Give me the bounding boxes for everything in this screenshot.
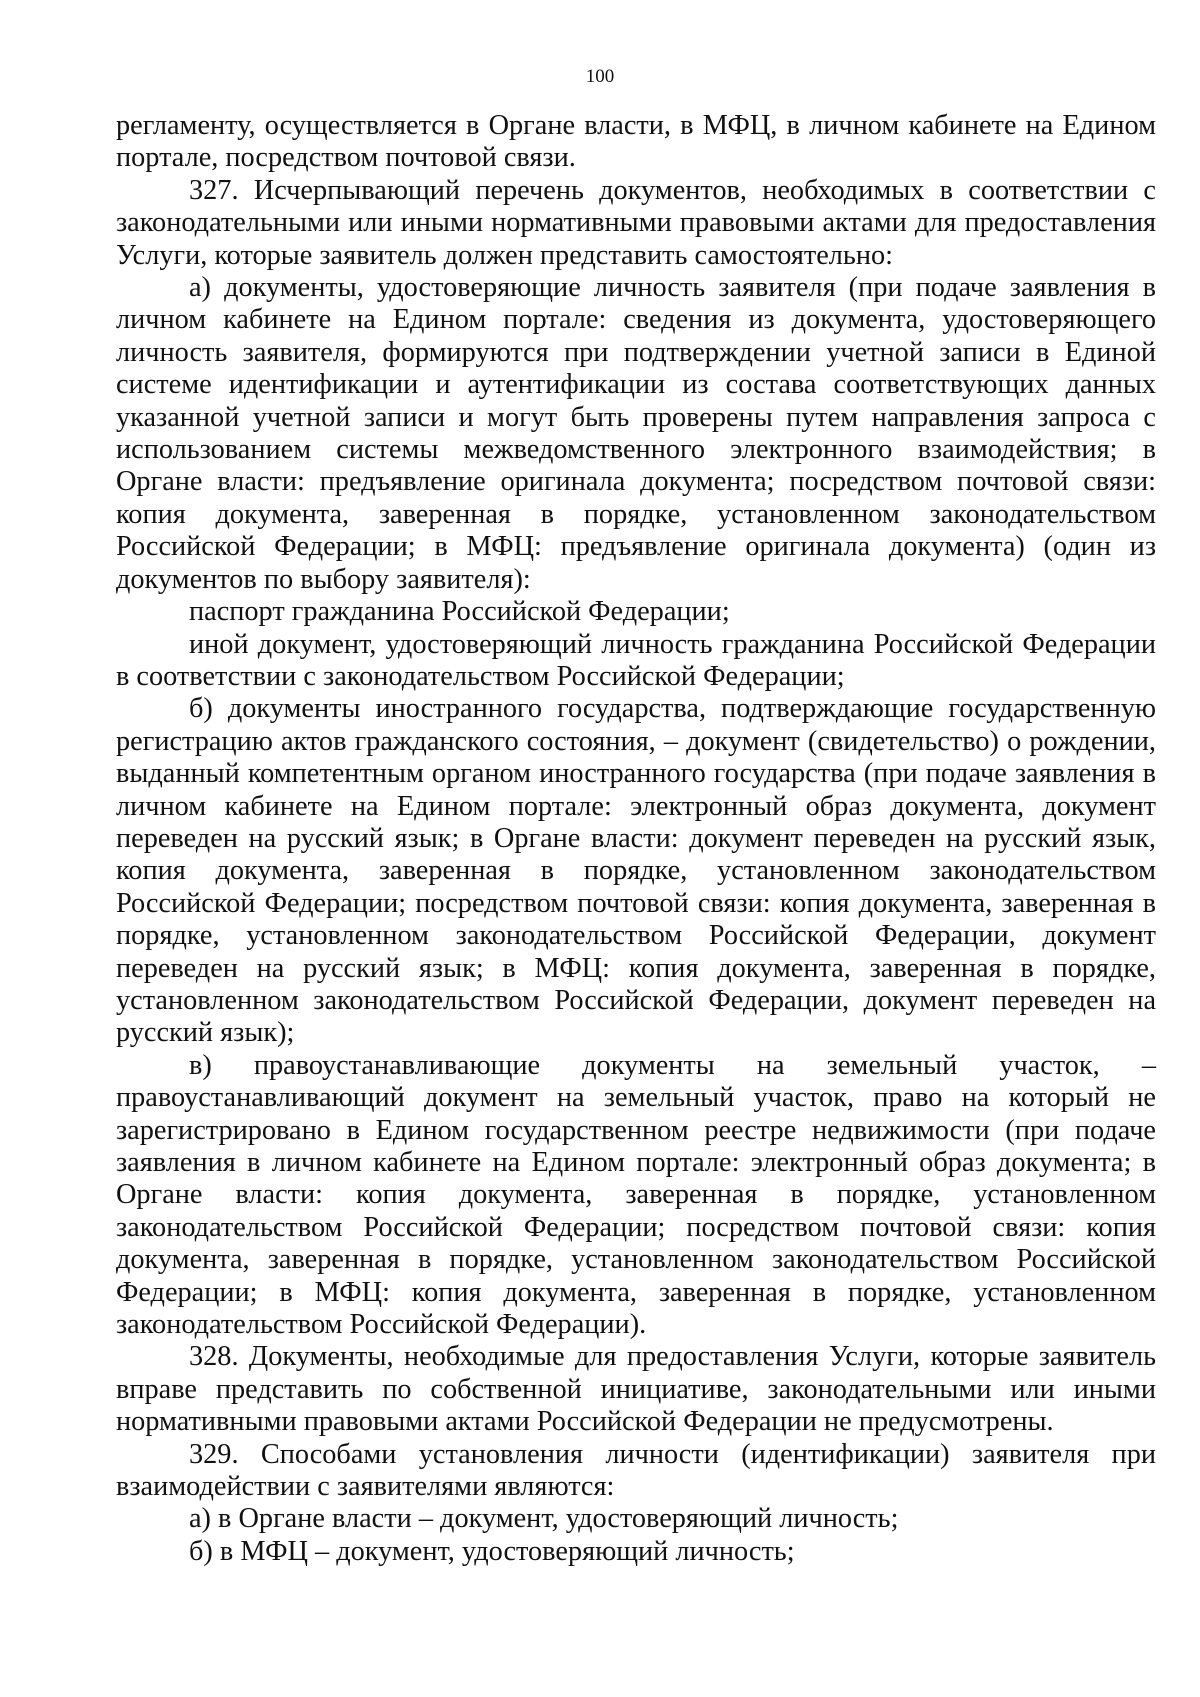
paragraph-327: 327. Исчерпывающий перечень документов, необходимых в соответствии с законодательными или иными нормативными правовыми актами для предоставления Услуги, которые заявитель должен представить самостоятельно: — [116, 174, 1156, 271]
paragraph-327-v: в) правоустанавливающие документы на земельный участок, – правоустанавливающий документ на земельный участок, право на который не зарегистрировано в Едином государственном реестре недвижимости (при подаче заявления в личном кабинете на Едином портале: электронный образ документа; в Органе власти: копия документа, заверенная в порядке, установленном законодательством Российской Федерации; посредством почтовой связи: копия документа, заверенная в порядке, установленном законодательством Российской Федерации; в МФЦ: копия документа, заверенная в порядке, установленном законодательством Российской Федерации). — [116, 1049, 1156, 1341]
paragraph-327-a: а) документы, удостоверяющие личность заявителя (при подаче заявления в личном кабинете на Едином портале: сведения из документа, удостоверяющего личность заявителя, формируются при подтверждении учетной записи в Единой системе идентификации и аутентификации из состава соответствующих данных указанной учетной записи и могут быть проверены путем направления запроса с использованием системы межведомственного электронного взаимодействия; в Органе власти: предъявление оригинала документа; посредством почтовой связи: копия документа, заверенная в порядке, установленном законодательством Российской Федерации; в МФЦ: предъявление оригинала документа) (один из документов по выбору заявителя): — [116, 272, 1156, 595]
document-body — [116, 110, 1156, 1568]
paragraph-329: 329. Способами установления личности (идентификации) заявителя при взаимодействии с заявителями являются: — [116, 1438, 1156, 1503]
paragraph-327-b: б) документы иностранного государства, подтверждающие государственную регистрацию актов гражданского состояния, – документ (свидетельство) о рождении, выданный компетентным органом иностранного государства (при подаче заявления в личном кабинете на Едином портале: электронный образ документа, документ переведен на русский язык; в Органе власти: документ переведен на русский язык, копия документа, заверенная в порядке, установленном законодательством Российской Федерации; посредством почтовой связи: копия документа, заверенная в порядке, установленном законодательством Российской Федерации, документ переведен на русский язык; в МФЦ: копия документа, заверенная в порядке, установленном законодательством Российской Федерации, документ переведен на русский язык); — [116, 693, 1156, 1049]
page-number: 100 — [585, 66, 615, 87]
paragraph-329-b: б) в МФЦ – документ, удостоверяющий личность; — [189, 1535, 795, 1567]
paragraph-328: 328. Документы, необходимые для предоставления Услуги, которые заявитель вправе представить по собственной инициативе, законодательными или иными нормативными правовыми актами Российской Федерации не предусмотрены. — [116, 1341, 1156, 1438]
paragraph-continuation: регламенту, осуществляется в Органе власти, в МФЦ, в личном кабинете на Едином портале, посредством почтовой связи. — [116, 110, 1156, 174]
paragraph-passport: паспорт гражданина Российской Федерации; — [189, 596, 730, 628]
paragraph-other-id-document: иной документ, удостоверяющий личность гражданина Российской Федерации в соответствии с законодательством Российской Федерации; — [116, 628, 1156, 692]
paragraph-329-a: а) в Органе власти – документ, удостоверяющий личность; — [189, 1503, 899, 1535]
